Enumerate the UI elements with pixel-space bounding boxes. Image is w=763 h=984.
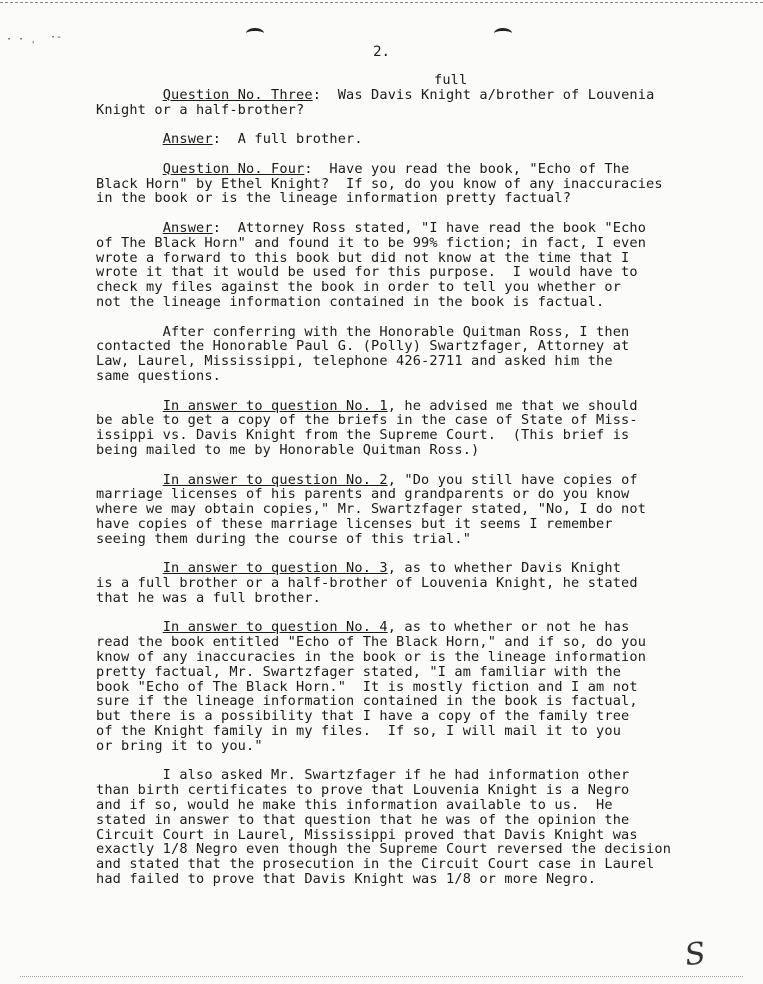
text-line [96, 635, 736, 650]
text-line [96, 872, 736, 887]
paragraph-gap [96, 606, 736, 621]
text-line [96, 532, 736, 547]
text-line [96, 680, 736, 695]
punch-hole-mark-left [246, 28, 264, 39]
text-run: Knight or a half-brother? [96, 101, 305, 118]
handwritten-mark: S [682, 935, 708, 974]
text-line [96, 739, 736, 754]
paragraph-gap [96, 147, 736, 162]
text-run: of the Knight family in my files. If so, I will mail it to you [96, 723, 622, 740]
text-line [96, 650, 736, 665]
underlined-heading: Answer [162, 131, 213, 148]
paragraph [96, 561, 736, 605]
text-run [96, 560, 163, 576]
text-run [96, 220, 163, 236]
punch-hole-mark-right [494, 28, 512, 39]
text-line [96, 295, 736, 310]
text-run [96, 619, 163, 635]
paragraph-gap [96, 206, 736, 221]
text-run [96, 87, 163, 103]
text-run: of The Black Horn" and found it to be 99% fiction; in fact, I even [96, 234, 647, 251]
text-run [96, 131, 163, 147]
underlined-heading: In answer to question No. 1 [162, 397, 388, 414]
text-run: where we may obtain copies," Mr. Swartzfager stated, "No, I do not [96, 501, 647, 518]
paragraph [96, 473, 736, 547]
text-run: had failed to prove that Davis Knight was 1/8 or more Negro. [96, 871, 597, 888]
text-run: Law, Laurel, Mississippi, telephone 426-2711 and asked him the [96, 353, 613, 370]
text-line [96, 399, 736, 414]
text-line [96, 339, 736, 354]
paragraph [96, 620, 736, 753]
text-line [96, 502, 736, 517]
margin-speck: ·‐ [50, 32, 63, 43]
text-line [96, 857, 736, 872]
text-line [96, 132, 736, 147]
text-line [96, 88, 736, 103]
paragraph-gap [96, 384, 736, 399]
text-run: check my files against the book in order to tell you whether or [96, 279, 622, 296]
text-line [96, 576, 736, 591]
text-line [96, 191, 736, 206]
text-line [96, 724, 736, 739]
text-line [96, 369, 736, 384]
text-line [96, 428, 736, 443]
text-line [96, 828, 736, 843]
text-run: same questions. [96, 367, 222, 384]
text-run: marriage licenses of his parents and grandparents or do you know [96, 486, 630, 503]
text-run: in the book or is the lineage information pretty factual? [96, 190, 572, 207]
text-line [96, 783, 736, 798]
text-line [96, 709, 736, 724]
paragraph [96, 325, 736, 384]
paragraph [96, 399, 736, 458]
text-line [96, 413, 736, 428]
text-run: sure if the lineage information contained in the book is factual, [96, 693, 638, 710]
margin-speck: · · ˌ [6, 34, 37, 45]
text-run: stated in answer to that question that he was of the opinion the [96, 811, 630, 828]
text-run: seeing them during the course of this trial." [96, 530, 472, 547]
text-line [96, 473, 736, 488]
text-run: After conferring with the Honorable Quitman Ross, I then [96, 323, 630, 340]
underlined-heading: Answer [162, 219, 213, 236]
text-run: contacted the Honorable Paul G. (Polly) Swartzfager, Attorney at [96, 338, 630, 355]
text-run: not the lineage information contained in the book is factual. [96, 293, 605, 310]
underlined-heading: In answer to question No. 4 [162, 619, 388, 636]
text-run: issippi vs. Davis Knight from the Supreme Court. (This brief is [96, 427, 630, 444]
text-line [96, 768, 736, 783]
text-run [96, 472, 163, 488]
text-run: wrote a forward to this book but did not know at the time that I [96, 249, 630, 266]
paragraph-gap [96, 458, 736, 473]
text-run: read the book entitled "Echo of The Black Horn," and if so, do you [96, 634, 647, 651]
text-line [96, 842, 736, 857]
document-body [96, 73, 736, 887]
text-line [96, 694, 736, 709]
paragraph-gap [96, 547, 736, 562]
text-run: be able to get a copy of the briefs in the case of State of Miss- [96, 412, 638, 429]
text-run: and if so, would he make this information available to us. He [96, 797, 613, 814]
text-line [96, 591, 736, 606]
text-line [96, 177, 736, 192]
text-line [96, 487, 736, 502]
text-line [96, 251, 736, 266]
underlined-heading: In answer to question No. 2 [162, 471, 388, 488]
text-run: that he was a full brother. [96, 589, 322, 606]
text-line [96, 265, 736, 280]
text-run: , as to whether Davis Knight [387, 560, 622, 577]
text-run: pretty factual, Mr. Swartzfager stated, "I am familiar with the [96, 663, 622, 680]
text-line [96, 798, 736, 813]
text-run: exactly 1/8 Negro even though the Supreme Court reversed the decision [96, 841, 672, 858]
text-line [96, 103, 736, 118]
paragraph-gap [96, 754, 736, 769]
text-run: know of any inaccuracies in the book or is the lineage information [96, 649, 647, 666]
text-line [96, 517, 736, 532]
text-run: than birth certificates to prove that Louvenia Knight is a Negro [96, 782, 630, 799]
underlined-heading: Question No. Four [162, 160, 305, 177]
text-line [96, 162, 736, 177]
text-run [96, 161, 163, 177]
text-run: I also asked Mr. Swartzfager if he had information other [96, 767, 630, 784]
handwritten-insertion: full [434, 72, 468, 88]
paragraph [96, 132, 736, 147]
text-run [96, 398, 163, 414]
page-number: 2. [373, 44, 390, 60]
text-run: wrote it that it would be used for this purpose. I would have to [96, 264, 638, 281]
text-line [96, 325, 736, 340]
text-run: being mailed to me by Honorable Quitman Ross.) [96, 441, 480, 458]
underlined-heading: In answer to question No. 3 [162, 560, 388, 577]
text-run: and stated that the prosecution in the Circuit Court case in Laurel [96, 856, 655, 873]
text-run: , he advised me that we should [387, 397, 638, 414]
top-dashed-border [0, 2, 763, 3]
text-line [96, 280, 736, 295]
paragraph [96, 768, 736, 886]
text-line [96, 665, 736, 680]
text-run: : Have you read the book, "Echo of The [304, 160, 630, 177]
paragraph [96, 73, 736, 117]
text-run: , "Do you still have copies of [387, 471, 638, 488]
bottom-dotted-border [20, 976, 743, 977]
text-line [96, 443, 736, 458]
text-run: : A full brother. [212, 131, 363, 148]
underlined-heading: Question No. Three [162, 86, 313, 103]
text-run: have copies of these marriage licenses but it seems I remember [96, 515, 613, 532]
text-run: book "Echo of The Black Horn." It is mostly fiction and I am not [96, 678, 638, 695]
text-line [96, 221, 736, 236]
paragraph-gap [96, 310, 736, 325]
text-run: but there is a possibility that I have a copy of the family tree [96, 708, 630, 725]
text-run: Black Horn" by Ethel Knight? If so, do you know of any inaccuracies [96, 175, 663, 192]
text-line [96, 561, 736, 576]
text-run: : Was Davis Knight a/brother of Louvenia [312, 86, 655, 103]
paragraph [96, 162, 736, 206]
text-line [96, 813, 736, 828]
text-run: is a full brother or a half-brother of Louvenia Knight, he stated [96, 575, 638, 592]
paragraph-gap [96, 117, 736, 132]
text-line [96, 620, 736, 635]
text-line [96, 354, 736, 369]
text-run: , as to whether or not he has [387, 619, 630, 636]
text-run: : Attorney Ross stated, "I have read the book "Echo [212, 219, 647, 236]
paragraph [96, 221, 736, 310]
text-line [96, 236, 736, 251]
text-run: Circuit Court in Laurel, Mississippi proved that Davis Knight was [96, 826, 638, 843]
text-run: or bring it to you." [96, 737, 263, 754]
